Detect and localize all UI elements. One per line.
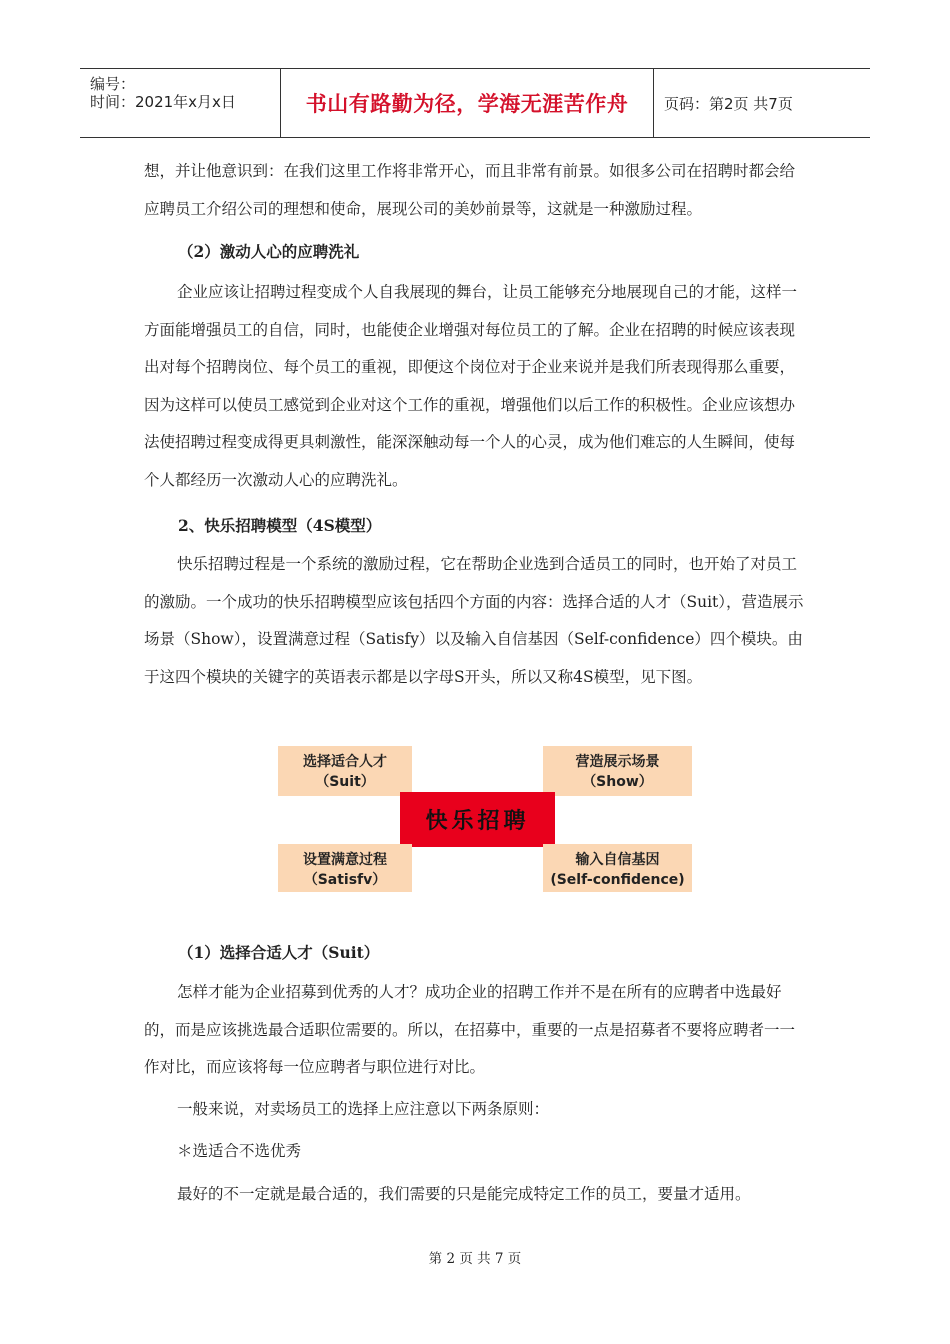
diagram-box-suit-title: 选择适合人才 [303, 754, 387, 770]
header-left-cell [80, 69, 281, 137]
diagram-box-self-confidence [543, 844, 692, 892]
diagram-box-suit-subtitle: （Suit） [315, 774, 375, 790]
paragraph-principles-intro: 一般来说，对卖场员工的选择上应注意以下两条原则： [177, 1100, 550, 1118]
paragraph-4s-model: 快乐招聘过程是一个系统的激励过程，它在帮助企业选到合适员工的同时，也开始了对员工的激励。一个成功的快乐招聘模型应该包括四个方面的内容：选择合适的人才（Suit），营造展示场景（Show），设置满意过程（Satisfy）以及输入自信基因（Self-confidence）四个模块。由于这四个模块的关键字的英语表示都是以字母S开头，所以又称4S模型，见下图。 [144, 555, 804, 686]
diagram-box-self-confidence-title: 输入自信基因 [575, 852, 660, 868]
diagram-box-self-confidence-subtitle: (Self-confidence) [550, 872, 685, 888]
page-header [80, 68, 870, 138]
section-heading-4s-model: 2、快乐招聘模型（4S模型） [178, 516, 382, 535]
document-number-label: 编号： [90, 75, 136, 93]
section-heading-choose-talent: （1）选择合适人才（Suit） [178, 943, 380, 962]
header-motto: 书山有路勤为径，学海无涯苦作舟 [305, 92, 629, 116]
diagram-box-satisfy-title: 设置满意过程 [303, 852, 387, 868]
4s-model-diagram [278, 743, 692, 893]
paragraph-choose-talent: 怎样才能为企业招募到优秀的人才？成功企业的招聘工作并不是在所有的应聘者中选最好的，而是应该挑选最合适职位需要的。所以，在招募中，重要的一点是招募者不要将应聘者一一作对比，而应该将每一位应聘者与职位进行对比。 [144, 983, 796, 1076]
diagram-box-satisfy [278, 844, 412, 892]
diagram-box-show [543, 746, 692, 796]
diagram-box-satisfy-subtitle: （Satisfv） [303, 872, 387, 888]
diagram-box-suit [278, 746, 412, 796]
header-motto-cell [281, 69, 654, 137]
principle-item-suitable-not-best: ＊选适合不选优秀 [177, 1142, 302, 1160]
page-footer: 第 2 页 共 7 页 [428, 1251, 522, 1267]
paragraph-intro-continued: 想，并让他意识到：在我们这里工作将非常开心，而且非常有前景。如很多公司在招聘时都会给应聘员工介绍公司的理想和使命，展现公司的美妙前景等，这就是一种激励过程。 [144, 162, 796, 218]
header-page-info: 页码：第2页 共7页 [664, 94, 793, 113]
diagram-center-happy-recruitment: 快乐招聘 [400, 792, 555, 847]
document-date: 时间：2021年x月x日 [90, 93, 236, 111]
header-page-cell [654, 69, 870, 137]
paragraph-exciting-interview: 企业应该让招聘过程变成个人自我展现的舞台，让员工能够充分地展现自己的才能，这样一方面能增强员工的自信，同时，也能使企业增强对每位员工的了解。企业在招聘的时候应该表现出对每个招聘岗位、每个员工的重视，即便这个岗位对于企业来说并是我们所表现得那么重要，因为这样可以使员工感觉到企业对这个工作的重视，增强他们以后工作的积极性。企业应该想办法使招聘过程变成得更具刺激性，能深深触动每一个人的心灵，成为他们难忘的人生瞬间，使每个人都经历一次激动人心的应聘洗礼。 [144, 283, 798, 489]
paragraph-principle-explanation: 最好的不一定就是最合适的，我们需要的只是能完成特定工作的员工，要量才适用。 [177, 1185, 751, 1203]
diagram-box-show-title: 营造展示场景 [575, 754, 660, 770]
diagram-box-show-subtitle: （Show） [582, 774, 653, 790]
section-heading-exciting-interview: （2）激动人心的应聘洗礼 [178, 242, 360, 261]
